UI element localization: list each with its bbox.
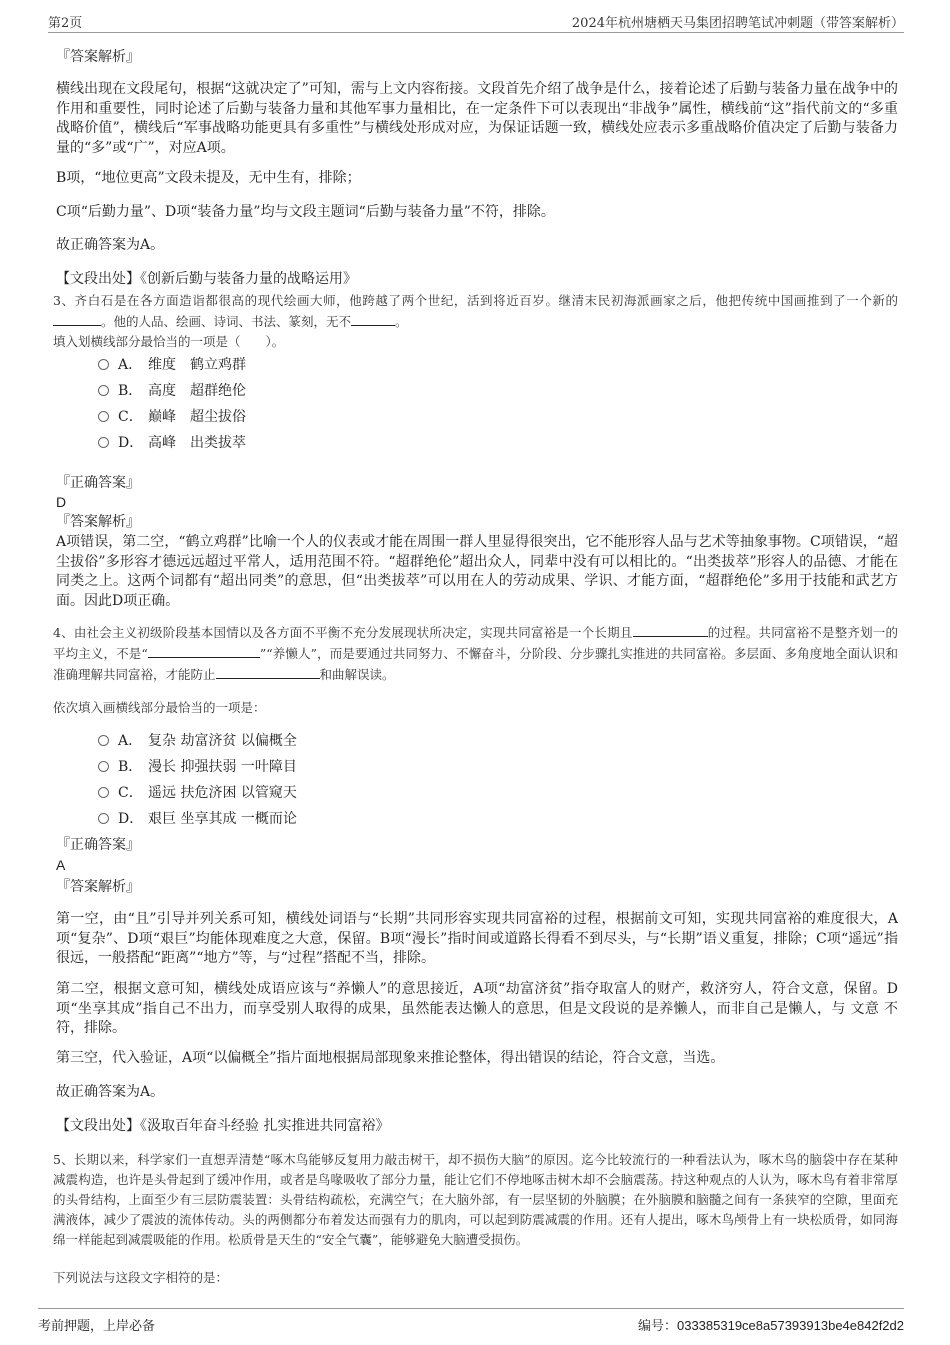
radio-icon[interactable] [98, 813, 109, 824]
analysis-paragraph: 第三空，代入验证，A项“以偏概全”指片面地根据局部现象来推论整体，得出错误的结论，符合文意，当选。 [56, 1050, 725, 1066]
analysis-paragraph: B项，“地位更高”文段未提及，无中生有，排除； [56, 170, 361, 186]
fill-blank [216, 664, 320, 679]
correct-answer: A [56, 857, 66, 873]
source-citation: 【文段出处】《汲取百年奋斗经验 扎实推进共同富裕》 [56, 1118, 390, 1134]
correct-answer-label: 『正确答案』 [56, 475, 140, 491]
option-a[interactable]: A． 维度 鹤立鸡群 [98, 356, 246, 374]
fill-blank [53, 311, 101, 326]
analysis-paragraph: 第一空，由“且”引导并列关系可知，横线处词语与“长期”共同形容实现共同富裕的过程，根据前文可知，实现共同富裕的难度很大，A项“复杂”、D项“艰巨”均能体现难度之大意，保留。B项“漫长”指时间或道路长得看不到尽头，与“长期”语义重复，排除；C项“遥远”指很远，一般搭配“距离”“地方”等，与“过程”搭配不当，排除。 [56, 911, 898, 967]
page-header [48, 10, 904, 33]
analysis-label: 『答案解析』 [56, 879, 140, 895]
option-a[interactable]: A． 复杂 劫富济贫 以偏概全 [98, 732, 297, 750]
question-5-text: 5、长期以来，科学家们一直想弄清楚“啄木鸟能够反复用力敲击树干，却不损伤大脑”的原因。迄今比较流行的一种看法认为，啄木鸟的脑袋中存在某种减震构造，也许是头骨起到了缓冲作用，或者是鸟喙吸收了部分力量，能让它们不停地啄击树木却不会脑震荡。持这种观点的人认为，啄木鸟有着非常厚的头骨结构，上面至少有三层防震装置：头骨结构疏松，充满空气；在大脑外部，有一层坚韧的外脑膜；在外脑膜和脑髓之间有一条狭窄的空隙，里面充满液体，减少了震波的流体传动。头的两侧都分布着发达而强有力的肌肉，可以起到防震减震的作用。还有人提出，啄木鸟颅骨上有一块松质骨，如同海绵一样能起到减震吸能的作用。松质骨是天生的“安全气囊”，能够避免大脑遭受损伤。 [53, 1152, 898, 1247]
document-title: 2024年杭州塘栖天马集团招聘笔试冲刺题（带答案解析） [571, 16, 904, 31]
radio-icon[interactable] [98, 411, 109, 422]
option-c[interactable]: C． 遥远 扶危济困 以管窥天 [98, 784, 297, 802]
question-4-prompt: 依次填入画横线部分最恰当的一项是： [53, 700, 266, 715]
page-footer [38, 1308, 904, 1339]
question-4-text: 4、由社会主义初级阶段基本国情以及各方面不平衡不充分发展现状所决定，实现共同富裕是一个长期且 的过程。共同富裕不是整齐划一的平均主义，不是“ ”“养懒人”，而是要通过共同努力、不懈奋斗，分阶段、分步骤扎实推进的共同富裕。多层面、多角度地全面认识和准确理解共同富裕，才能防止 和曲解误读。 [53, 622, 898, 685]
footer-slogan: 考前押题，上岸必备 [38, 1319, 156, 1334]
fill-blank [148, 643, 260, 658]
option-d[interactable]: D． 艰巨 坐享其成 一概而论 [98, 810, 297, 828]
answer-conclusion: 故正确答案为A。 [56, 237, 165, 253]
analysis-paragraph: C项“后勤力量”、D项“装备力量”均与文段主题词“后勤与装备力量”不符，排除。 [56, 204, 555, 220]
page-number: 第2页 [48, 16, 83, 31]
question-5-prompt: 下列说法与这段文字相符的是： [53, 1270, 229, 1285]
document-id: 编号：033385319ce8a57393913be4e842f2d2 [637, 1318, 904, 1333]
correct-answer: D [56, 494, 67, 510]
radio-icon[interactable] [98, 385, 109, 396]
fill-blank [633, 622, 708, 637]
radio-icon[interactable] [98, 787, 109, 798]
answer-conclusion: 故正确答案为A。 [56, 1084, 165, 1100]
correct-answer-label: 『正确答案』 [56, 837, 140, 853]
question-3-text: 3、齐白石是在各方面造诣都很高的现代绘画大师，他跨越了两个世纪，活到将近百岁。继清末民初海派画家之后，他把传统中国画推到了一个新的。他的人品、绘画、诗词、书法、篆刻，无不 。 [53, 293, 898, 329]
source-citation: 【文段出处】《创新后勤与装备力量的战略运用》 [56, 271, 357, 287]
option-c[interactable]: C． 巅峰 超尘拔俗 [98, 408, 246, 426]
option-d[interactable]: D． 高峰 出类拔萃 [98, 434, 246, 452]
analysis-paragraph: 第二空，根据文意可知，横线处成语应该与“养懒人”的意思接近，A项“劫富济贫”指夺取富人的财产，救济穷人，符合文意，保留。D项“坐享其成”指自己不出力，而享受别人取得的成果，虽然能表达懒人的意思，但是文段说的是养懒人，而非自己是懒人，与 文意 不符，排除。 [56, 981, 898, 1037]
analysis-paragraph: A项错误，第二空，“鹤立鸡群”比喻一个人的仪表或才能在周围一群人里显得很突出，它不能形容人品与艺术等抽象事物。C项错误，“超尘拔俗”多形容才德远远超过平常人，适用范围不符。“超群绝伦”超出众人，同辈中没有可以相比的。“出类拔萃”形容人的品德、才能在同类之上。这两个词都有“超出同类”的意思，但“出类拔萃”可以用在人的劳动成果、学识、才能方面，“超群绝伦”多用于技能和武艺方面。因此D项正确。 [56, 534, 898, 609]
radio-icon[interactable] [98, 359, 109, 370]
question-3-prompt: 填入划横线部分最恰当的一项是（ ）。 [53, 334, 285, 349]
radio-icon[interactable] [98, 735, 109, 746]
fill-blank [351, 311, 395, 326]
option-b[interactable]: B． 漫长 抑强扶弱 一叶障目 [98, 758, 297, 776]
radio-icon[interactable] [98, 437, 109, 448]
analysis-label: 『答案解析』 [56, 49, 140, 65]
radio-icon[interactable] [98, 761, 109, 772]
analysis-paragraph: 横线出现在文段尾句，根据“这就决定了”可知，需与上文内容衔接。文段首先介绍了战争是什么，接着论述了后勤与装备力量在战争中的作用和重要性，同时论述了后勤与装备力量和其他军事力量相比，在一定条件下可以表现出“非战争”属性，横线前“这”指代前文的“多重战略价值”，横线后“军事战略功能更具有多重性”与横线处形成对应，为保证话题一致，横线处应表示多重战略价值决定了后勤与装备力量的“多”或“广”，对应A项。 [56, 81, 898, 156]
analysis-label: 『答案解析』 [56, 514, 140, 530]
option-b[interactable]: B． 高度 超群绝伦 [98, 382, 246, 400]
